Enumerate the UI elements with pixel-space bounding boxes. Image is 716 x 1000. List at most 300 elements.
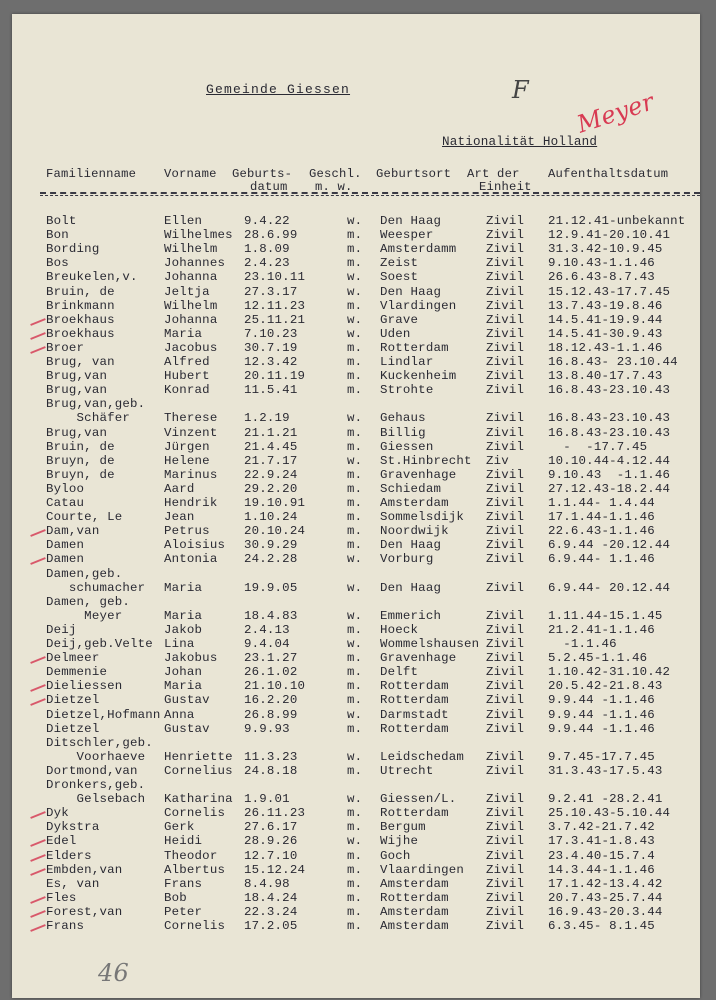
- cell-aufenthalt: 26.6.43-8.7.43: [548, 270, 655, 285]
- cell-datum: 21.4.45: [244, 439, 298, 454]
- cell-aufenthalt: - -17.7.45: [548, 439, 648, 454]
- cell-art: Zivil: [486, 425, 525, 440]
- cell-name: Dietzel: [46, 693, 100, 708]
- cell-ort: Amsterdam: [380, 876, 449, 891]
- cell-geschl: m.: [347, 848, 363, 863]
- cell-vorname: Helene: [164, 453, 210, 468]
- cell-ort: Den Haag: [380, 284, 442, 299]
- cell-aufenthalt: 13.7.43-19.8.46: [548, 298, 663, 313]
- cell-geschl: w.: [347, 608, 363, 623]
- cell-datum: 21.7.17: [244, 453, 298, 468]
- cell-name: Dam,van: [46, 524, 100, 539]
- cell-ort: Gehaus: [380, 411, 426, 426]
- cell-name: Es, van: [46, 876, 100, 891]
- cell-ort: Uden: [380, 326, 411, 341]
- cell-vorname: Aloisius: [164, 538, 226, 553]
- cell-name: Delmeer: [46, 651, 100, 666]
- cell-datum: 28.9.26: [244, 834, 298, 849]
- cell-name: Damen,geb.: [46, 566, 123, 581]
- cell-aufenthalt: 16.8.43-23.10.43: [548, 383, 671, 398]
- cell-art: Zivil: [486, 763, 525, 778]
- cell-name: Bruyn, de: [46, 467, 115, 482]
- cell-art: Zivil: [486, 904, 525, 919]
- cell-geschl: m.: [347, 425, 363, 440]
- cell-art: Zivil: [486, 439, 525, 454]
- cell-aufenthalt: 5.2.45-1.1.46: [548, 651, 648, 666]
- red-tick-mark: [30, 854, 46, 862]
- cell-vorname: Petrus: [164, 524, 210, 539]
- cell-geschl: m.: [347, 665, 363, 680]
- cell-ort: Rotterdam: [380, 693, 449, 708]
- red-tick-mark: [30, 896, 46, 904]
- cell-art: Zivil: [486, 326, 525, 341]
- cell-datum: 20.11.19: [244, 369, 306, 384]
- cell-art: Zivil: [486, 524, 525, 539]
- cell-art: Zivil: [486, 848, 525, 863]
- cell-datum: 26.1.02: [244, 665, 298, 680]
- cell-vorname: Marinus: [164, 467, 218, 482]
- col-header-art-der-einheit: Art der Einheit: [467, 167, 532, 194]
- cell-ort: Rotterdam: [380, 890, 449, 905]
- cell-ort: Gravenhage: [380, 467, 457, 482]
- cell-aufenthalt: 10.10.44-4.12.44: [548, 453, 671, 468]
- cell-geschl: w.: [347, 214, 363, 228]
- cell-aufenthalt: 18.12.43-1.1.46: [548, 340, 663, 355]
- cell-art: Zivil: [486, 834, 525, 849]
- cell-vorname: Maria: [164, 580, 203, 595]
- cell-vorname: Cornelis: [164, 919, 226, 933]
- cell-art: Zivil: [486, 411, 525, 426]
- cell-geschl: m.: [347, 524, 363, 539]
- header-divider: [40, 192, 700, 194]
- red-tick-mark: [30, 557, 46, 565]
- cell-datum: 19.10.91: [244, 496, 306, 510]
- cell-art: Zivil: [486, 651, 525, 666]
- cell-name: Bolt: [46, 214, 77, 228]
- cell-art: Zivil: [486, 369, 525, 384]
- cell-geschl: m.: [347, 679, 363, 694]
- cell-art: Zivil: [486, 228, 525, 243]
- cell-vorname: Cornelius: [164, 763, 233, 778]
- cell-ort: Vlardingen: [380, 298, 457, 313]
- cell-geschl: m.: [347, 651, 363, 666]
- cell-ort: Bergum: [380, 820, 426, 835]
- cell-aufenthalt: 31.3.42-10.9.45: [548, 242, 663, 257]
- cell-name: Brug,van,geb.: [46, 397, 146, 412]
- cell-ort: Rotterdam: [380, 340, 449, 355]
- cell-datum: 11.3.23: [244, 749, 298, 764]
- cell-datum: 27.6.17: [244, 820, 298, 835]
- cell-name: Brinkmann: [46, 298, 115, 313]
- cell-aufenthalt: 27.12.43-18.2.44: [548, 481, 671, 496]
- cell-name: schumacher: [46, 580, 146, 595]
- cell-name: Edel: [46, 834, 77, 849]
- cell-ort: Goch: [380, 848, 411, 863]
- cell-vorname: Alfred: [164, 355, 210, 369]
- cell-name: Broekhaus: [46, 326, 115, 341]
- cell-vorname: Jürgen: [164, 439, 210, 454]
- cell-geschl: m.: [347, 383, 363, 398]
- cell-geschl: w.: [347, 552, 363, 567]
- red-tick-mark: [30, 684, 46, 692]
- cell-ort: Den Haag: [380, 538, 442, 553]
- cell-art: Zivil: [486, 693, 525, 708]
- cell-name: Bruin, de: [46, 284, 115, 299]
- cell-art: Zivil: [486, 214, 525, 228]
- cell-name: Dietzel,Hofmann: [46, 707, 161, 722]
- cell-aufenthalt: 9.9.44 -1.1.46: [548, 707, 655, 722]
- cell-art: Zivil: [486, 622, 525, 637]
- cell-geschl: m.: [347, 806, 363, 821]
- cell-ort: Strohte: [380, 383, 434, 398]
- cell-ort: Amsterdam: [380, 496, 449, 510]
- cell-datum: 21.1.21: [244, 425, 298, 440]
- cell-name: Embden,van: [46, 862, 123, 877]
- cell-name: Frans: [46, 919, 85, 933]
- cell-name: Dortmond,van: [46, 763, 138, 778]
- cell-name: Forest,van: [46, 904, 123, 919]
- cell-geschl: m.: [347, 862, 363, 877]
- cell-aufenthalt: 20.7.43-25.7.44: [548, 890, 663, 905]
- cell-vorname: Jean: [164, 510, 195, 525]
- cell-aufenthalt: 15.12.43-17.7.45: [548, 284, 671, 299]
- cell-vorname: Maria: [164, 608, 203, 623]
- cell-aufenthalt: 20.5.42-21.8.43: [548, 679, 663, 694]
- red-tick-mark: [30, 529, 46, 537]
- cell-aufenthalt: 23.4.40-15.7.4: [548, 848, 655, 863]
- cell-name: Fles: [46, 890, 77, 905]
- cell-ort: Rotterdam: [380, 721, 449, 736]
- cell-geschl: m.: [347, 622, 363, 637]
- cell-aufenthalt: 6.9.44- 20.12.44: [548, 580, 671, 595]
- cell-art: Zivil: [486, 862, 525, 877]
- cell-geschl: m.: [347, 439, 363, 454]
- cell-datum: 1.9.01: [244, 792, 290, 807]
- cell-ort: Billig: [380, 425, 426, 440]
- cell-name: Breukelen,v.: [46, 270, 138, 285]
- cell-aufenthalt: 21.2.41-1.1.46: [548, 622, 655, 637]
- cell-ort: Amsterdam: [380, 904, 449, 919]
- cell-datum: 27.3.17: [244, 284, 298, 299]
- cell-datum: 9.4.04: [244, 637, 290, 651]
- cell-geschl: m.: [347, 467, 363, 482]
- cell-aufenthalt: 6.9.44- 1.1.46: [548, 552, 655, 567]
- cell-ort: Soest: [380, 270, 419, 285]
- cell-vorname: Gustav: [164, 721, 210, 736]
- cell-vorname: Johan: [164, 665, 203, 680]
- cell-vorname: Jakobus: [164, 651, 218, 666]
- header-divider-secondary: [40, 195, 700, 196]
- cell-aufenthalt: 13.8.40-17.7.43: [548, 369, 663, 384]
- cell-vorname: Wilhelmes: [164, 228, 233, 243]
- cell-art: Zivil: [486, 242, 525, 257]
- cell-datum: 17.2.05: [244, 919, 298, 933]
- cell-geschl: m.: [347, 256, 363, 271]
- cell-vorname: Anna: [164, 707, 195, 722]
- cell-geschl: w.: [347, 453, 363, 468]
- cell-ort: Schiedam: [380, 481, 442, 496]
- cell-vorname: Maria: [164, 679, 203, 694]
- cell-name: Byloo: [46, 481, 85, 496]
- cell-vorname: Heidi: [164, 834, 203, 849]
- document-title: Gemeinde Giessen: [206, 82, 351, 97]
- cell-aufenthalt: 16.8.43-23.10.43: [548, 411, 671, 426]
- cell-name: Courte, Le: [46, 510, 123, 525]
- cell-datum: 19.9.05: [244, 580, 298, 595]
- cell-name: Broer: [46, 340, 85, 355]
- cell-vorname: Henriette: [164, 749, 233, 764]
- cell-vorname: Frans: [164, 876, 203, 891]
- cell-geschl: m.: [347, 693, 363, 708]
- cell-vorname: Johanna: [164, 312, 218, 327]
- cell-art: Zivil: [486, 608, 525, 623]
- cell-name: Elders: [46, 848, 92, 863]
- cell-aufenthalt: 25.10.43-5.10.44: [548, 806, 671, 821]
- cell-geschl: w.: [347, 637, 363, 651]
- col-header-geburtsdatum: Geburts- datum: [232, 167, 293, 194]
- cell-vorname: Antonia: [164, 552, 218, 567]
- cell-datum: 23.1.27: [244, 651, 298, 666]
- col-header-geschlecht: Geschl. m. w.: [309, 167, 362, 194]
- cell-name: Voorhaeve: [46, 749, 146, 764]
- cell-name: Damen: [46, 538, 85, 553]
- cell-vorname: Ellen: [164, 214, 203, 228]
- cell-name: Brug,van: [46, 383, 108, 398]
- cell-name: Damen, geb.: [46, 594, 130, 609]
- page-number: 46: [98, 959, 129, 987]
- cell-geschl: w.: [347, 792, 363, 807]
- col-header-vorname: Vorname: [164, 167, 217, 181]
- cell-aufenthalt: 9.9.44 -1.1.46: [548, 693, 655, 708]
- cell-vorname: Johannes: [164, 256, 226, 271]
- cell-art: Ziv: [486, 453, 509, 468]
- cell-aufenthalt: 9.10.43-1.1.46: [548, 256, 655, 271]
- cell-datum: 15.12.24: [244, 862, 306, 877]
- cell-datum: 28.6.99: [244, 228, 298, 243]
- cell-datum: 20.10.24: [244, 524, 306, 539]
- cell-art: Zivil: [486, 820, 525, 835]
- cell-art: Zivil: [486, 496, 525, 510]
- cell-aufenthalt: 9.7.45-17.7.45: [548, 749, 655, 764]
- cell-name: Demmenie: [46, 665, 108, 680]
- cell-aufenthalt: 17.1.42-13.4.42: [548, 876, 663, 891]
- cell-ort: Rotterdam: [380, 806, 449, 821]
- cell-aufenthalt: 1.10.42-31.10.42: [548, 665, 671, 680]
- cell-name: Dyk: [46, 806, 69, 821]
- cell-datum: 2.4.13: [244, 622, 290, 637]
- cell-art: Zivil: [486, 806, 525, 821]
- cell-aufenthalt: 22.6.43-1.1.46: [548, 524, 655, 539]
- cell-aufenthalt: 14.5.41-19.9.44: [548, 312, 663, 327]
- cell-datum: 22.3.24: [244, 904, 298, 919]
- cell-datum: 7.10.23: [244, 326, 298, 341]
- cell-datum: 18.4.83: [244, 608, 298, 623]
- red-tick-mark: [30, 910, 46, 918]
- cell-aufenthalt: 1.1.44- 1.4.44: [548, 496, 655, 510]
- cell-geschl: m.: [347, 298, 363, 313]
- cell-ort: Hoeck: [380, 622, 419, 637]
- red-tick-mark: [30, 318, 46, 326]
- cell-ort: Weesper: [380, 228, 434, 243]
- cell-ort: Wijhe: [380, 834, 419, 849]
- cell-ort: Lindlar: [380, 355, 434, 369]
- cell-geschl: m.: [347, 496, 363, 510]
- cell-datum: 30.7.19: [244, 340, 298, 355]
- cell-ort: Sommelsdijk: [380, 510, 464, 525]
- cell-name: Dieliessen: [46, 679, 123, 694]
- cell-name: Brug,van: [46, 425, 108, 440]
- cell-datum: 12.3.42: [244, 355, 298, 369]
- cell-aufenthalt: -1.1.46: [548, 637, 617, 651]
- cell-geschl: m.: [347, 340, 363, 355]
- cell-aufenthalt: 9.2.41 -28.2.41: [548, 792, 663, 807]
- cell-aufenthalt: 9.10.43 -1.1.46: [548, 467, 671, 482]
- cell-datum: 21.10.10: [244, 679, 306, 694]
- cell-name: Deij: [46, 622, 77, 637]
- cell-art: Zivil: [486, 707, 525, 722]
- cell-geschl: w.: [347, 834, 363, 849]
- cell-vorname: Wilhelm: [164, 298, 218, 313]
- cell-art: Zivil: [486, 792, 525, 807]
- cell-ort: Noordwijk: [380, 524, 449, 539]
- cell-art: Zivil: [486, 383, 525, 398]
- cell-geschl: m.: [347, 538, 363, 553]
- cell-ort: Gravenhage: [380, 651, 457, 666]
- document-page: [12, 14, 700, 998]
- cell-name: Brug,van: [46, 369, 108, 384]
- cell-aufenthalt: 17.1.44-1.1.46: [548, 510, 655, 525]
- col-header-aufenthaltsdatum: Aufenthaltsdatum: [548, 167, 669, 181]
- cell-geschl: m.: [347, 242, 363, 257]
- cell-art: Zivil: [486, 284, 525, 299]
- handwritten-letter: F: [512, 76, 529, 104]
- cell-art: Zivil: [486, 510, 525, 525]
- cell-vorname: Hubert: [164, 369, 210, 384]
- cell-vorname: Peter: [164, 904, 203, 919]
- cell-geschl: m.: [347, 721, 363, 736]
- cell-ort: Amsterdam: [380, 919, 449, 933]
- cell-name: Dronkers,geb.: [46, 778, 146, 792]
- cell-name: Dietzel: [46, 721, 100, 736]
- cell-name: Dykstra: [46, 820, 100, 835]
- cell-vorname: Gerk: [164, 820, 195, 835]
- cell-datum: 23.10.11: [244, 270, 306, 285]
- red-tick-mark: [30, 924, 46, 932]
- cell-art: Zivil: [486, 467, 525, 482]
- cell-aufenthalt: 9.9.44 -1.1.46: [548, 721, 655, 736]
- cell-art: Zivil: [486, 679, 525, 694]
- cell-art: Zivil: [486, 890, 525, 905]
- cell-name: Catau: [46, 496, 85, 510]
- red-tick-mark: [30, 868, 46, 876]
- cell-ort: Grave: [380, 312, 419, 327]
- cell-art: Zivil: [486, 256, 525, 271]
- cell-vorname: Therese: [164, 411, 218, 426]
- cell-ort: Den Haag: [380, 580, 442, 595]
- cell-art: Zivil: [486, 340, 525, 355]
- cell-aufenthalt: 1.11.44-15.1.45: [548, 608, 663, 623]
- cell-ort: Rotterdam: [380, 679, 449, 694]
- cell-geschl: w.: [347, 270, 363, 285]
- col-header-familienname: Familienname: [46, 167, 137, 181]
- cell-name: Schäfer: [46, 411, 130, 426]
- cell-art: Zivil: [486, 580, 525, 595]
- cell-aufenthalt: 17.3.41-1.8.43: [548, 834, 655, 849]
- cell-name: Ditschler,geb.: [46, 735, 153, 750]
- cell-art: Zivil: [486, 749, 525, 764]
- col-header-geburtsort: Geburtsort: [376, 167, 452, 181]
- cell-datum: 1.10.24: [244, 510, 298, 525]
- cell-name: Meyer: [46, 608, 123, 623]
- cell-datum: 9.4.22: [244, 214, 290, 228]
- cell-datum: 1.2.19: [244, 411, 290, 426]
- cell-ort: Amsterdamm: [380, 242, 457, 257]
- cell-vorname: Bob: [164, 890, 187, 905]
- cell-art: Zivil: [486, 665, 525, 680]
- cell-aufenthalt: 16.8.43- 23.10.44: [548, 355, 678, 369]
- cell-datum: 25.11.21: [244, 312, 306, 327]
- cell-geschl: w.: [347, 707, 363, 722]
- cell-geschl: m.: [347, 481, 363, 496]
- cell-datum: 24.2.28: [244, 552, 298, 567]
- nationality-heading: Nationalität Holland: [442, 135, 598, 149]
- cell-vorname: Konrad: [164, 383, 210, 398]
- cell-ort: Utrecht: [380, 763, 434, 778]
- cell-art: Zivil: [486, 876, 525, 891]
- cell-ort: Darmstadt: [380, 707, 449, 722]
- cell-name: Bon: [46, 228, 69, 243]
- cell-aufenthalt: 3.7.42-21.7.42: [548, 820, 655, 835]
- cell-name: Brug, van: [46, 355, 115, 369]
- cell-datum: 11.5.41: [244, 383, 298, 398]
- cell-art: Zivil: [486, 637, 525, 651]
- red-tick-mark: [30, 839, 46, 847]
- cell-datum: 22.9.24: [244, 467, 298, 482]
- cell-datum: 30.9.29: [244, 538, 298, 553]
- cell-vorname: Maria: [164, 326, 203, 341]
- cell-vorname: Lina: [164, 637, 195, 651]
- cell-geschl: m.: [347, 904, 363, 919]
- red-tick-mark: [30, 811, 46, 819]
- cell-vorname: Theodor: [164, 848, 218, 863]
- handwritten-signature: Meyer: [573, 87, 658, 139]
- cell-datum: 9.9.93: [244, 721, 290, 736]
- cell-datum: 16.2.20: [244, 693, 298, 708]
- cell-geschl: w.: [347, 284, 363, 299]
- cell-datum: 1.8.09: [244, 242, 290, 257]
- cell-geschl: m.: [347, 890, 363, 905]
- cell-geschl: w.: [347, 326, 363, 341]
- cell-vorname: Hendrik: [164, 496, 218, 510]
- cell-vorname: Wilhelm: [164, 242, 218, 257]
- cell-geschl: w.: [347, 411, 363, 426]
- cell-aufenthalt: 6.9.44 -20.12.44: [548, 538, 671, 553]
- cell-art: Zivil: [486, 312, 525, 327]
- cell-geschl: m.: [347, 820, 363, 835]
- cell-vorname: Jacobus: [164, 340, 218, 355]
- cell-aufenthalt: 14.5.41-30.9.43: [548, 326, 663, 341]
- cell-art: Zivil: [486, 721, 525, 736]
- red-tick-mark: [30, 346, 46, 354]
- cell-geschl: w.: [347, 580, 363, 595]
- cell-datum: 12.11.23: [244, 298, 306, 313]
- cell-aufenthalt: 16.9.43-20.3.44: [548, 904, 663, 919]
- cell-name: Bruyn, de: [46, 453, 115, 468]
- cell-art: Zivil: [486, 538, 525, 553]
- cell-art: Zivil: [486, 552, 525, 567]
- cell-ort: Vorburg: [380, 552, 434, 567]
- cell-vorname: Jakob: [164, 622, 203, 637]
